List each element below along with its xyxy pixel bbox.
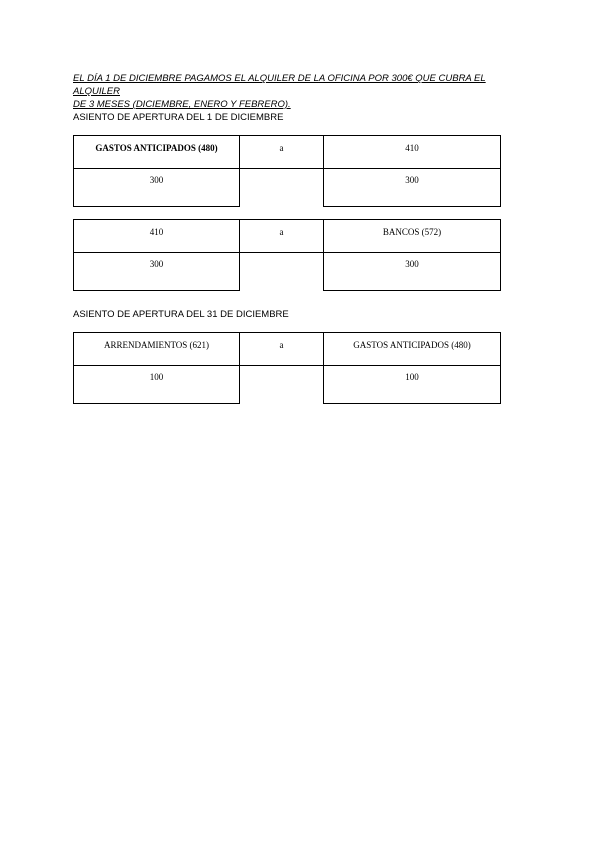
credit-account: 410: [323, 135, 501, 169]
separator: a: [239, 332, 324, 366]
separator: a: [239, 219, 324, 253]
credit-account: BANCOS (572): [323, 219, 501, 253]
credit-account: GASTOS ANTICIPADOS (480): [323, 332, 501, 366]
blank-cell: [239, 168, 324, 207]
intro-line-2: DE 3 MESES (DICIEMBRE, ENERO Y FEBRERO).: [73, 99, 291, 110]
intro-line-1: EL DÍA 1 DE DICIEMBRE PAGAMOS EL ALQUILER DE LA OFICINA POR 300€ QUE CUBRA EL ALQUILER: [73, 73, 486, 97]
blank-cell: [239, 252, 324, 291]
credit-amount: 300: [323, 168, 501, 207]
debit-account: 410: [73, 219, 240, 253]
credit-amount: 300: [323, 252, 501, 291]
journal-entry-3: [73, 332, 501, 404]
debit-amount: 100: [73, 365, 240, 404]
debit-account: GASTOS ANTICIPADOS (480): [73, 135, 240, 169]
credit-amount: 100: [323, 365, 501, 404]
heading-31-diciembre: ASIENTO DE APERTURA DEL 31 DE DICIEMBRE: [73, 309, 289, 320]
separator: a: [239, 135, 324, 169]
debit-amount: 300: [73, 252, 240, 291]
heading-1-diciembre: ASIENTO DE APERTURA DEL 1 DE DICIEMBRE: [73, 112, 284, 123]
debit-amount: 300: [73, 168, 240, 207]
journal-entry-1: [73, 135, 501, 207]
journal-entry-2: [73, 219, 501, 291]
blank-cell: [239, 365, 324, 404]
debit-account: ARRENDAMIENTOS (621): [73, 332, 240, 366]
intro-statement: [73, 72, 533, 111]
